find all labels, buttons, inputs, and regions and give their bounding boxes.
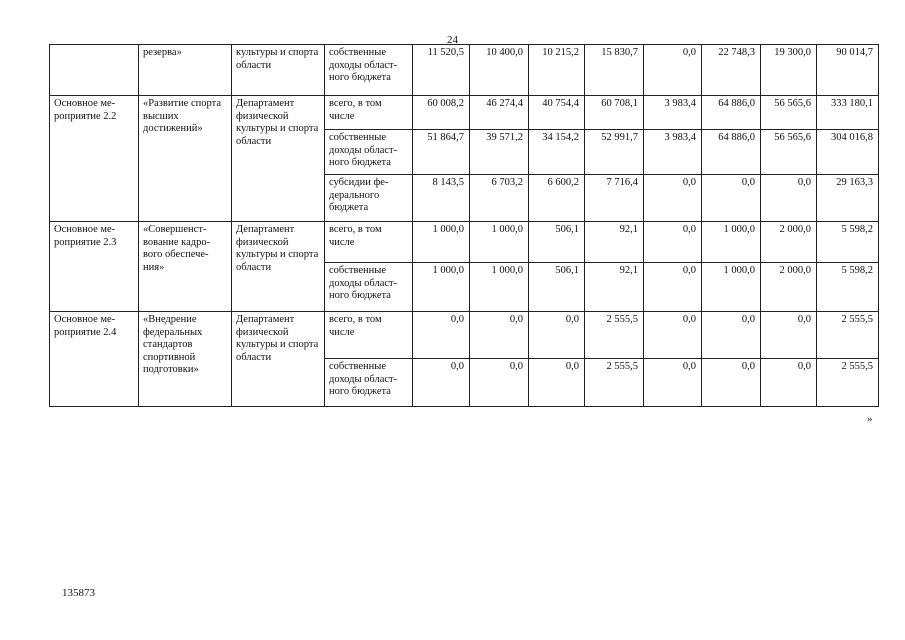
value-cell: 3 983,4	[644, 130, 702, 175]
value-cell: 0,0	[644, 45, 702, 96]
program-cell: резерва»	[139, 45, 232, 96]
value-cell: 40 754,4	[529, 96, 585, 130]
value-cell: 1 000,0	[470, 222, 529, 263]
value-cell: 0,0	[644, 312, 702, 359]
value-cell: 15 830,7	[585, 45, 644, 96]
value-cell: 92,1	[585, 263, 644, 312]
value-cell: 56 565,6	[761, 130, 817, 175]
value-cell: 19 300,0	[761, 45, 817, 96]
program-cell: «Внедрение федеральных стандартов спортивной подготовки»	[139, 312, 232, 407]
value-cell: 5 598,2	[817, 263, 879, 312]
program-cell: «Совершенст-вование кадро-вого обеспече-ния»	[139, 222, 232, 312]
value-cell: 52 991,7	[585, 130, 644, 175]
value-cell: 0,0	[702, 359, 761, 407]
value-cell: 1 000,0	[702, 263, 761, 312]
source-cell: собственные доходы област-ного бюджета	[325, 263, 413, 312]
value-cell: 0,0	[702, 175, 761, 222]
value-cell: 2 555,5	[585, 312, 644, 359]
value-cell: 0,0	[413, 312, 470, 359]
value-cell: 5 598,2	[817, 222, 879, 263]
value-cell: 51 864,7	[413, 130, 470, 175]
closing-quote: »	[867, 413, 873, 425]
value-cell: 0,0	[644, 359, 702, 407]
event-cell: Основное ме-роприятие 2.3	[50, 222, 139, 312]
value-cell: 0,0	[470, 359, 529, 407]
source-cell: всего, в том числе	[325, 312, 413, 359]
value-cell: 11 520,5	[413, 45, 470, 96]
value-cell: 64 886,0	[702, 130, 761, 175]
table-row	[50, 312, 879, 359]
value-cell: 0,0	[644, 222, 702, 263]
value-cell: 2 000,0	[761, 263, 817, 312]
value-cell: 0,0	[644, 175, 702, 222]
event-cell	[50, 45, 139, 96]
value-cell: 64 886,0	[702, 96, 761, 130]
value-cell: 0,0	[413, 359, 470, 407]
value-cell: 0,0	[761, 312, 817, 359]
page-number: 24	[447, 34, 458, 46]
value-cell: 56 565,6	[761, 96, 817, 130]
value-cell: 3 983,4	[644, 96, 702, 130]
table-row	[50, 96, 879, 130]
value-cell: 0,0	[470, 312, 529, 359]
value-cell: 0,0	[761, 359, 817, 407]
source-cell: собственные доходы област-ного бюджета	[325, 45, 413, 96]
value-cell: 8 143,5	[413, 175, 470, 222]
value-cell: 6 703,2	[470, 175, 529, 222]
value-cell: 46 274,4	[470, 96, 529, 130]
source-cell: всего, в том числе	[325, 222, 413, 263]
value-cell: 1 000,0	[413, 263, 470, 312]
executor-cell: Департамент физической культуры и спорта области	[232, 96, 325, 222]
value-cell: 39 571,2	[470, 130, 529, 175]
value-cell: 506,1	[529, 222, 585, 263]
value-cell: 7 716,4	[585, 175, 644, 222]
value-cell: 1 000,0	[702, 222, 761, 263]
value-cell: 506,1	[529, 263, 585, 312]
value-cell: 304 016,8	[817, 130, 879, 175]
event-cell: Основное ме-роприятие 2.4	[50, 312, 139, 407]
value-cell: 29 163,3	[817, 175, 879, 222]
event-cell: Основное ме-роприятие 2.2	[50, 96, 139, 222]
program-cell: «Развитие спорта высших достижений»	[139, 96, 232, 222]
value-cell: 0,0	[529, 359, 585, 407]
executor-cell: Департамент физической культуры и спорта области	[232, 222, 325, 312]
executor-cell: культуры и спорта области	[232, 45, 325, 96]
value-cell: 34 154,2	[529, 130, 585, 175]
value-cell: 2 555,5	[585, 359, 644, 407]
value-cell: 333 180,1	[817, 96, 879, 130]
value-cell: 1 000,0	[470, 263, 529, 312]
value-cell: 0,0	[644, 263, 702, 312]
value-cell: 2 000,0	[761, 222, 817, 263]
value-cell: 60 708,1	[585, 96, 644, 130]
table-row	[50, 222, 879, 263]
source-cell: всего, в том числе	[325, 96, 413, 130]
value-cell: 60 008,2	[413, 96, 470, 130]
value-cell: 0,0	[702, 312, 761, 359]
budget-table	[49, 44, 879, 407]
value-cell: 2 555,5	[817, 359, 879, 407]
value-cell: 92,1	[585, 222, 644, 263]
value-cell: 6 600,2	[529, 175, 585, 222]
value-cell: 10 215,2	[529, 45, 585, 96]
value-cell: 22 748,3	[702, 45, 761, 96]
executor-cell: Департамент физической культуры и спорта области	[232, 312, 325, 407]
value-cell: 10 400,0	[470, 45, 529, 96]
value-cell: 0,0	[761, 175, 817, 222]
source-cell: собственные доходы област-ного бюджета	[325, 359, 413, 407]
value-cell: 0,0	[529, 312, 585, 359]
value-cell: 90 014,7	[817, 45, 879, 96]
value-cell: 1 000,0	[413, 222, 470, 263]
document-code: 135873	[62, 587, 95, 599]
source-cell: собственные доходы област-ного бюджета	[325, 130, 413, 175]
table-row	[50, 45, 879, 96]
source-cell: субсидии фе-дерального бюджета	[325, 175, 413, 222]
value-cell: 2 555,5	[817, 312, 879, 359]
